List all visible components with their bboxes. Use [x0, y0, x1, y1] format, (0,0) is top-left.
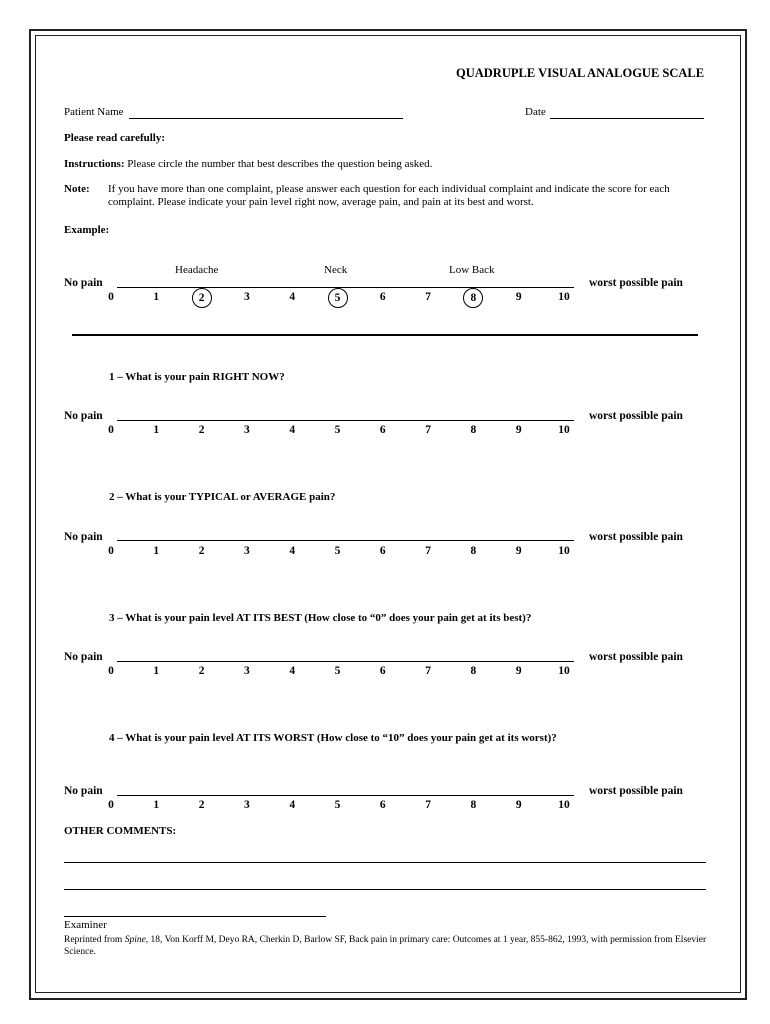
scale-line-q1 — [117, 420, 574, 421]
citation-journal: Spine — [124, 935, 146, 945]
page-border-inner — [35, 35, 741, 993]
patient-name-field[interactable] — [129, 118, 403, 119]
examiner-signature-line[interactable] — [64, 916, 326, 917]
scale-right-label: worst possible pain — [589, 410, 683, 422]
scale-number: 7 — [425, 291, 431, 303]
scale-left-label: No pain — [64, 531, 103, 543]
question-4: 4 – What is your pain level AT ITS WORST (How close to “10” does your pain get at its worst)? — [109, 732, 557, 744]
scale-number: 6 — [379, 291, 386, 303]
scale-number[interactable]: 10 — [558, 545, 570, 557]
scale-number[interactable]: 3 — [244, 665, 250, 677]
scale-right-label: worst possible pain — [589, 651, 683, 663]
scale-number: 8 — [463, 288, 483, 308]
instructions-text: Please circle the number that best describes the question being asked. — [127, 158, 433, 170]
example-label-neck: Neck — [324, 264, 348, 276]
scale-number[interactable]: 5 — [334, 545, 341, 557]
scale-number[interactable]: 0 — [108, 545, 114, 557]
section-divider — [72, 334, 698, 336]
scale-line-q2 — [117, 540, 574, 541]
scale-left-label: No pain — [64, 651, 103, 663]
scale-right-label: worst possible pain — [589, 277, 683, 289]
scale-number[interactable]: 9 — [515, 799, 522, 811]
scale-left-label: No pain — [64, 277, 103, 289]
citation — [64, 934, 712, 958]
scale-number[interactable]: 6 — [379, 665, 386, 677]
scale-number[interactable]: 6 — [379, 545, 386, 557]
scale-number[interactable]: 8 — [470, 665, 477, 677]
scale-number[interactable]: 3 — [244, 799, 250, 811]
scale-number[interactable]: 7 — [425, 545, 431, 557]
scale-number: 9 — [515, 291, 522, 303]
question-1: 1 – What is your pain RIGHT NOW? — [109, 371, 285, 383]
scale-number[interactable]: 10 — [558, 665, 570, 677]
instructions-line — [64, 158, 432, 170]
scale-number: 3 — [244, 291, 250, 303]
example-label-headache: Headache — [175, 264, 219, 276]
scale-number[interactable]: 8 — [470, 545, 477, 557]
scale-number[interactable]: 1 — [153, 424, 160, 436]
note-text: If you have more than one complaint, please answer each question for each individual complaint and indicate the score for each complaint. Please indicate your pain level right now, average pain, and pain at its best and worst. — [108, 183, 670, 208]
scale-line-example — [117, 287, 574, 288]
scale-number[interactable]: 3 — [244, 424, 250, 436]
scale-number[interactable]: 7 — [425, 665, 431, 677]
scale-number: 5 — [328, 288, 348, 308]
scale-number[interactable]: 4 — [289, 665, 296, 677]
scale-left-label: No pain — [64, 410, 103, 422]
scale-line-q4 — [117, 795, 574, 796]
scale-number: 2 — [192, 288, 212, 308]
scale-number[interactable]: 4 — [289, 424, 296, 436]
scale-number[interactable]: 1 — [153, 665, 160, 677]
form-title: QUADRUPLE VISUAL ANALOGUE SCALE — [456, 66, 705, 80]
other-comments-label: OTHER COMMENTS: — [64, 825, 177, 837]
scale-number[interactable]: 2 — [198, 545, 205, 557]
citation-prefix: Reprinted from — [64, 935, 125, 945]
scale-line-q3 — [117, 661, 574, 662]
example-label-low-back: Low Back — [449, 264, 495, 276]
question-3: 3 – What is your pain level AT ITS BEST (How close to “0” does your pain get at its best)? — [109, 612, 532, 624]
scale-number[interactable]: 9 — [515, 665, 522, 677]
scale-number[interactable]: 10 — [558, 424, 570, 436]
scale-left-label: No pain — [64, 785, 103, 797]
scale-number[interactable]: 6 — [379, 799, 386, 811]
scale-number[interactable]: 0 — [108, 799, 114, 811]
patient-name-label: Patient Name — [64, 106, 124, 118]
comments-line-2[interactable] — [64, 889, 706, 890]
comments-line-1[interactable] — [64, 862, 706, 863]
scale-number[interactable]: 3 — [244, 545, 250, 557]
scale-number[interactable]: 5 — [334, 665, 341, 677]
scale-number: 0 — [108, 291, 114, 303]
scale-number[interactable]: 2 — [198, 424, 205, 436]
scale-number[interactable]: 7 — [425, 424, 431, 436]
note-label: Note: — [64, 183, 90, 195]
scale-number[interactable]: 0 — [108, 424, 114, 436]
instructions-label: Instructions: — [64, 158, 125, 170]
scale-number[interactable]: 6 — [379, 424, 386, 436]
examiner-label: Examiner — [64, 919, 107, 931]
scale-number[interactable]: 7 — [425, 799, 431, 811]
scale-number: 10 — [558, 291, 570, 303]
scale-number[interactable]: 0 — [108, 665, 114, 677]
date-label: Date — [525, 106, 546, 118]
scale-number: 4 — [289, 291, 296, 303]
example-label: Example: — [64, 224, 110, 236]
scale-number: 1 — [153, 291, 160, 303]
scale-number[interactable]: 10 — [558, 799, 570, 811]
citation-rest: , 18, Von Korff M, Deyo RA, Cherkin D, Barlow SF, Back pain in primary care: Outcomes at 1 year, 855-862, 1993, with permission from Elsevier Science. — [64, 935, 707, 957]
scale-number[interactable]: 8 — [470, 424, 477, 436]
scale-number[interactable]: 4 — [289, 799, 296, 811]
scale-number[interactable]: 2 — [198, 799, 205, 811]
scale-number[interactable]: 1 — [153, 545, 160, 557]
question-2: 2 – What is your TYPICAL or AVERAGE pain? — [109, 491, 336, 503]
scale-number[interactable]: 9 — [515, 545, 522, 557]
scale-number[interactable]: 9 — [515, 424, 522, 436]
scale-number[interactable]: 5 — [334, 424, 341, 436]
date-field[interactable] — [550, 118, 704, 119]
scale-number[interactable]: 2 — [198, 665, 205, 677]
scale-right-label: worst possible pain — [589, 785, 683, 797]
scale-number[interactable]: 5 — [334, 799, 341, 811]
scale-number[interactable]: 4 — [289, 545, 296, 557]
please-read-heading: Please read carefully: — [64, 132, 166, 144]
scale-right-label: worst possible pain — [589, 531, 683, 543]
scale-number[interactable]: 1 — [153, 799, 160, 811]
scale-number[interactable]: 8 — [470, 799, 477, 811]
